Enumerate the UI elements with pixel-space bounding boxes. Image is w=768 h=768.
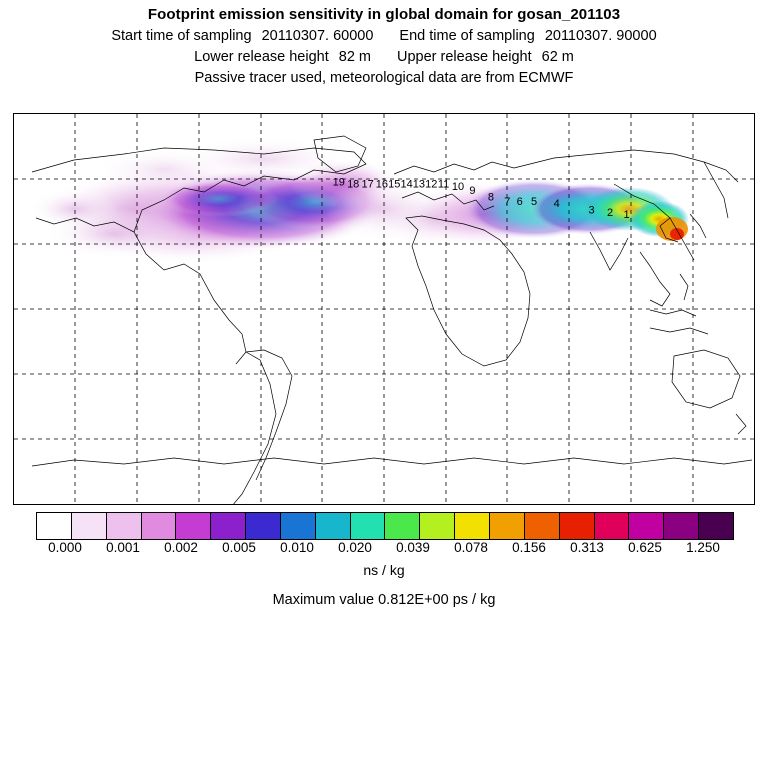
- plume-age-label: 8: [487, 191, 494, 204]
- colorbar-tick-label: 0.005: [222, 540, 256, 555]
- upper-height-value: 62 m: [541, 49, 574, 65]
- colorbar-strip: [36, 512, 734, 540]
- colorbar-units: ns / kg: [363, 562, 405, 578]
- colorbar-tick-label: 0.000: [48, 540, 82, 555]
- plume-age-label: 14: [400, 178, 413, 191]
- colorbar-cell: [350, 513, 385, 539]
- plume-age-label: 11: [437, 178, 450, 191]
- release-height-line: [0, 49, 768, 65]
- colorbar-cell: [384, 513, 419, 539]
- plume-age-label: 1: [623, 209, 630, 221]
- colorbar-cell: [141, 513, 176, 539]
- colorbar: [36, 512, 732, 538]
- plume-age-label: 10: [451, 180, 465, 193]
- plume-age-label: 3: [588, 204, 595, 217]
- colorbar-tick-label: 0.001: [106, 540, 140, 555]
- colorbar-cell: [419, 513, 454, 539]
- colorbar-tick-labels: [0, 540, 768, 558]
- colorbar-tick-label: 0.156: [512, 540, 546, 555]
- colorbar-cell: [175, 513, 210, 539]
- colorbar-cell: [454, 513, 489, 539]
- colorbar-cell: [71, 513, 106, 539]
- colorbar-cell: [315, 513, 350, 539]
- colorbar-tick-label: 0.039: [396, 540, 430, 555]
- plume-age-label: 18: [347, 178, 360, 191]
- plume-age-label: 9: [469, 185, 476, 198]
- header-block: [0, 0, 768, 86]
- page-title: Footprint emission sensitivity in global domain for gosan_201103: [147, 6, 621, 23]
- colorbar-cell: [280, 513, 315, 539]
- lower-height-label: Lower release height: [194, 49, 329, 65]
- colorbar-tick-label: 0.625: [628, 540, 662, 555]
- map-panel: [13, 113, 755, 505]
- colorbar-tick-label: 0.313: [570, 540, 604, 555]
- plume-age-label: 4: [553, 198, 560, 211]
- plume-age-label: 15: [388, 178, 401, 191]
- plume-age-label: 2: [607, 206, 614, 219]
- start-time-label: Start time of sampling: [111, 28, 252, 44]
- colorbar-cell: [594, 513, 629, 539]
- end-time-value: 20110307. 90000: [544, 28, 657, 44]
- colorbar-tick-label: 1.250: [686, 540, 720, 555]
- colorbar-tick-label: 0.078: [454, 540, 488, 555]
- method-line: Passive tracer used, meteorological data are from ECMWF: [194, 70, 574, 86]
- plume-age-label: 13: [412, 178, 426, 191]
- plume-age-label: 16: [375, 178, 389, 191]
- plume-age-label: 12: [425, 178, 438, 191]
- end-time-label: End time of sampling: [399, 28, 535, 44]
- colorbar-tick-label: 0.002: [164, 540, 198, 555]
- plume-age-label: 17: [361, 178, 374, 191]
- map-svg: [14, 114, 754, 504]
- colorbar-cell: [489, 513, 524, 539]
- colorbar-cell: [698, 513, 733, 539]
- upper-height-label: Upper release height: [397, 49, 532, 65]
- colorbar-cell: [210, 513, 245, 539]
- footprint-plume: [29, 137, 689, 262]
- colorbar-cell: [663, 513, 698, 539]
- start-time-value: 20110307. 60000: [261, 28, 374, 44]
- colorbar-cell: [524, 513, 559, 539]
- colorbar-cell: [37, 513, 71, 539]
- plume-age-label: 6: [516, 196, 523, 208]
- sampling-time-line: [0, 28, 768, 44]
- plume-age-label: 7: [504, 196, 511, 208]
- colorbar-tick-label: 0.020: [338, 540, 372, 555]
- maximum-value-text: Maximum value 0.812E+00 ps / kg: [272, 592, 496, 608]
- colorbar-cell: [628, 513, 663, 539]
- colorbar-tick-label: 0.010: [280, 540, 314, 555]
- lower-height-value: 82 m: [338, 49, 371, 65]
- colorbar-cell: [245, 513, 280, 539]
- colorbar-cell: [559, 513, 594, 539]
- plume-age-label: 5: [531, 196, 538, 208]
- plume-age-label: 19: [332, 176, 345, 189]
- colorbar-cell: [106, 513, 141, 539]
